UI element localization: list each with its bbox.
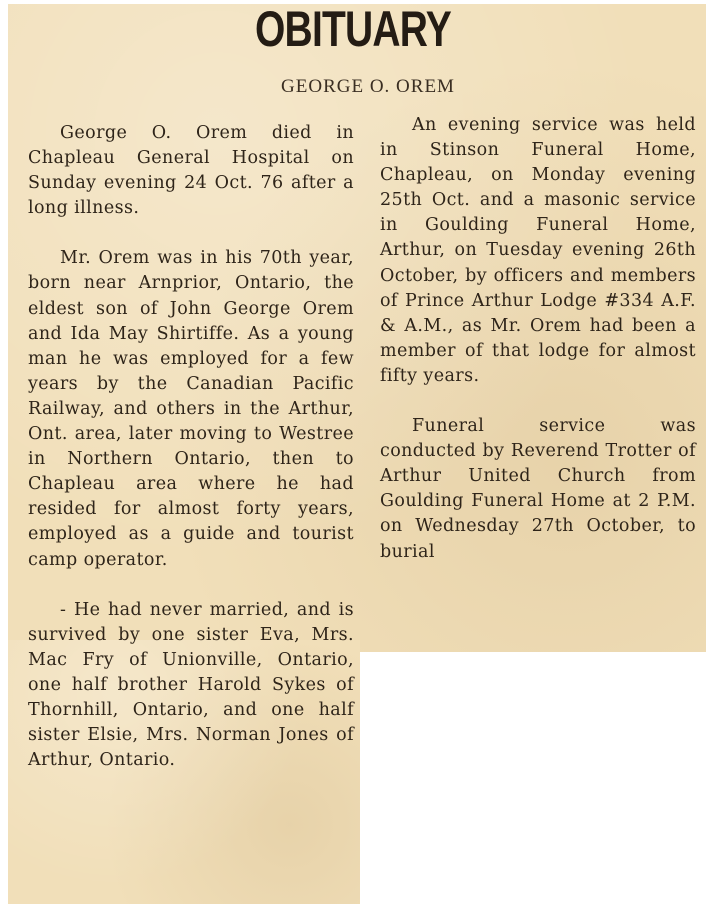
right-column	[380, 113, 696, 565]
paragraph-biography: Mr. Orem was in his 70th year, born near Arnprior, Ontario, the eldest son of John George Orem and Ida May Shirtiffe. As a young man he was employed for a few years by the Canadian Pacific Railway, and others in the Arthur, Ont. area, later moving to Westree in Northern Ontario, then to Chapleau area where he had resided for almost forty years, employed as a guide and tourist camp operator.	[28, 248, 354, 570]
obituary-heading: OBITUARY	[255, 1, 451, 57]
left-column	[28, 121, 354, 773]
deceased-name: GEORGE O. OREM	[281, 76, 455, 97]
paragraph-funeral: Funeral service was conducted by Reverend Trotter of Arthur United Church from Goulding Funeral Home at 2 P.M. on Wednesday 27th October, to burial	[380, 416, 696, 562]
paragraph-survivors: - He had never married, and is survived by one sister Eva, Mrs. Mac Fry of Unionville, Ontario, one half brother Harold Sykes of Thornhill, Ontario, and one half sister Elsie, Mrs. Norman Jones of Arthur, Ontario.	[28, 599, 354, 771]
paragraph-death-notice: George O. Orem died in Chapleau General Hospital on Sunday evening 24 Oct. 76 after a long illness.	[28, 123, 354, 219]
paragraph-services: An evening service was held in Stinson Funeral Home, Chapleau, on Monday evening 25th Oct. and a masonic service in Goulding Funeral Home, Arthur, on Tuesday evening 26th October, by officers and members of Prince Arthur Lodge #334 A.F. & A.M., as Mr. Orem had been a member of that lodge for almost fifty years.	[380, 115, 696, 386]
